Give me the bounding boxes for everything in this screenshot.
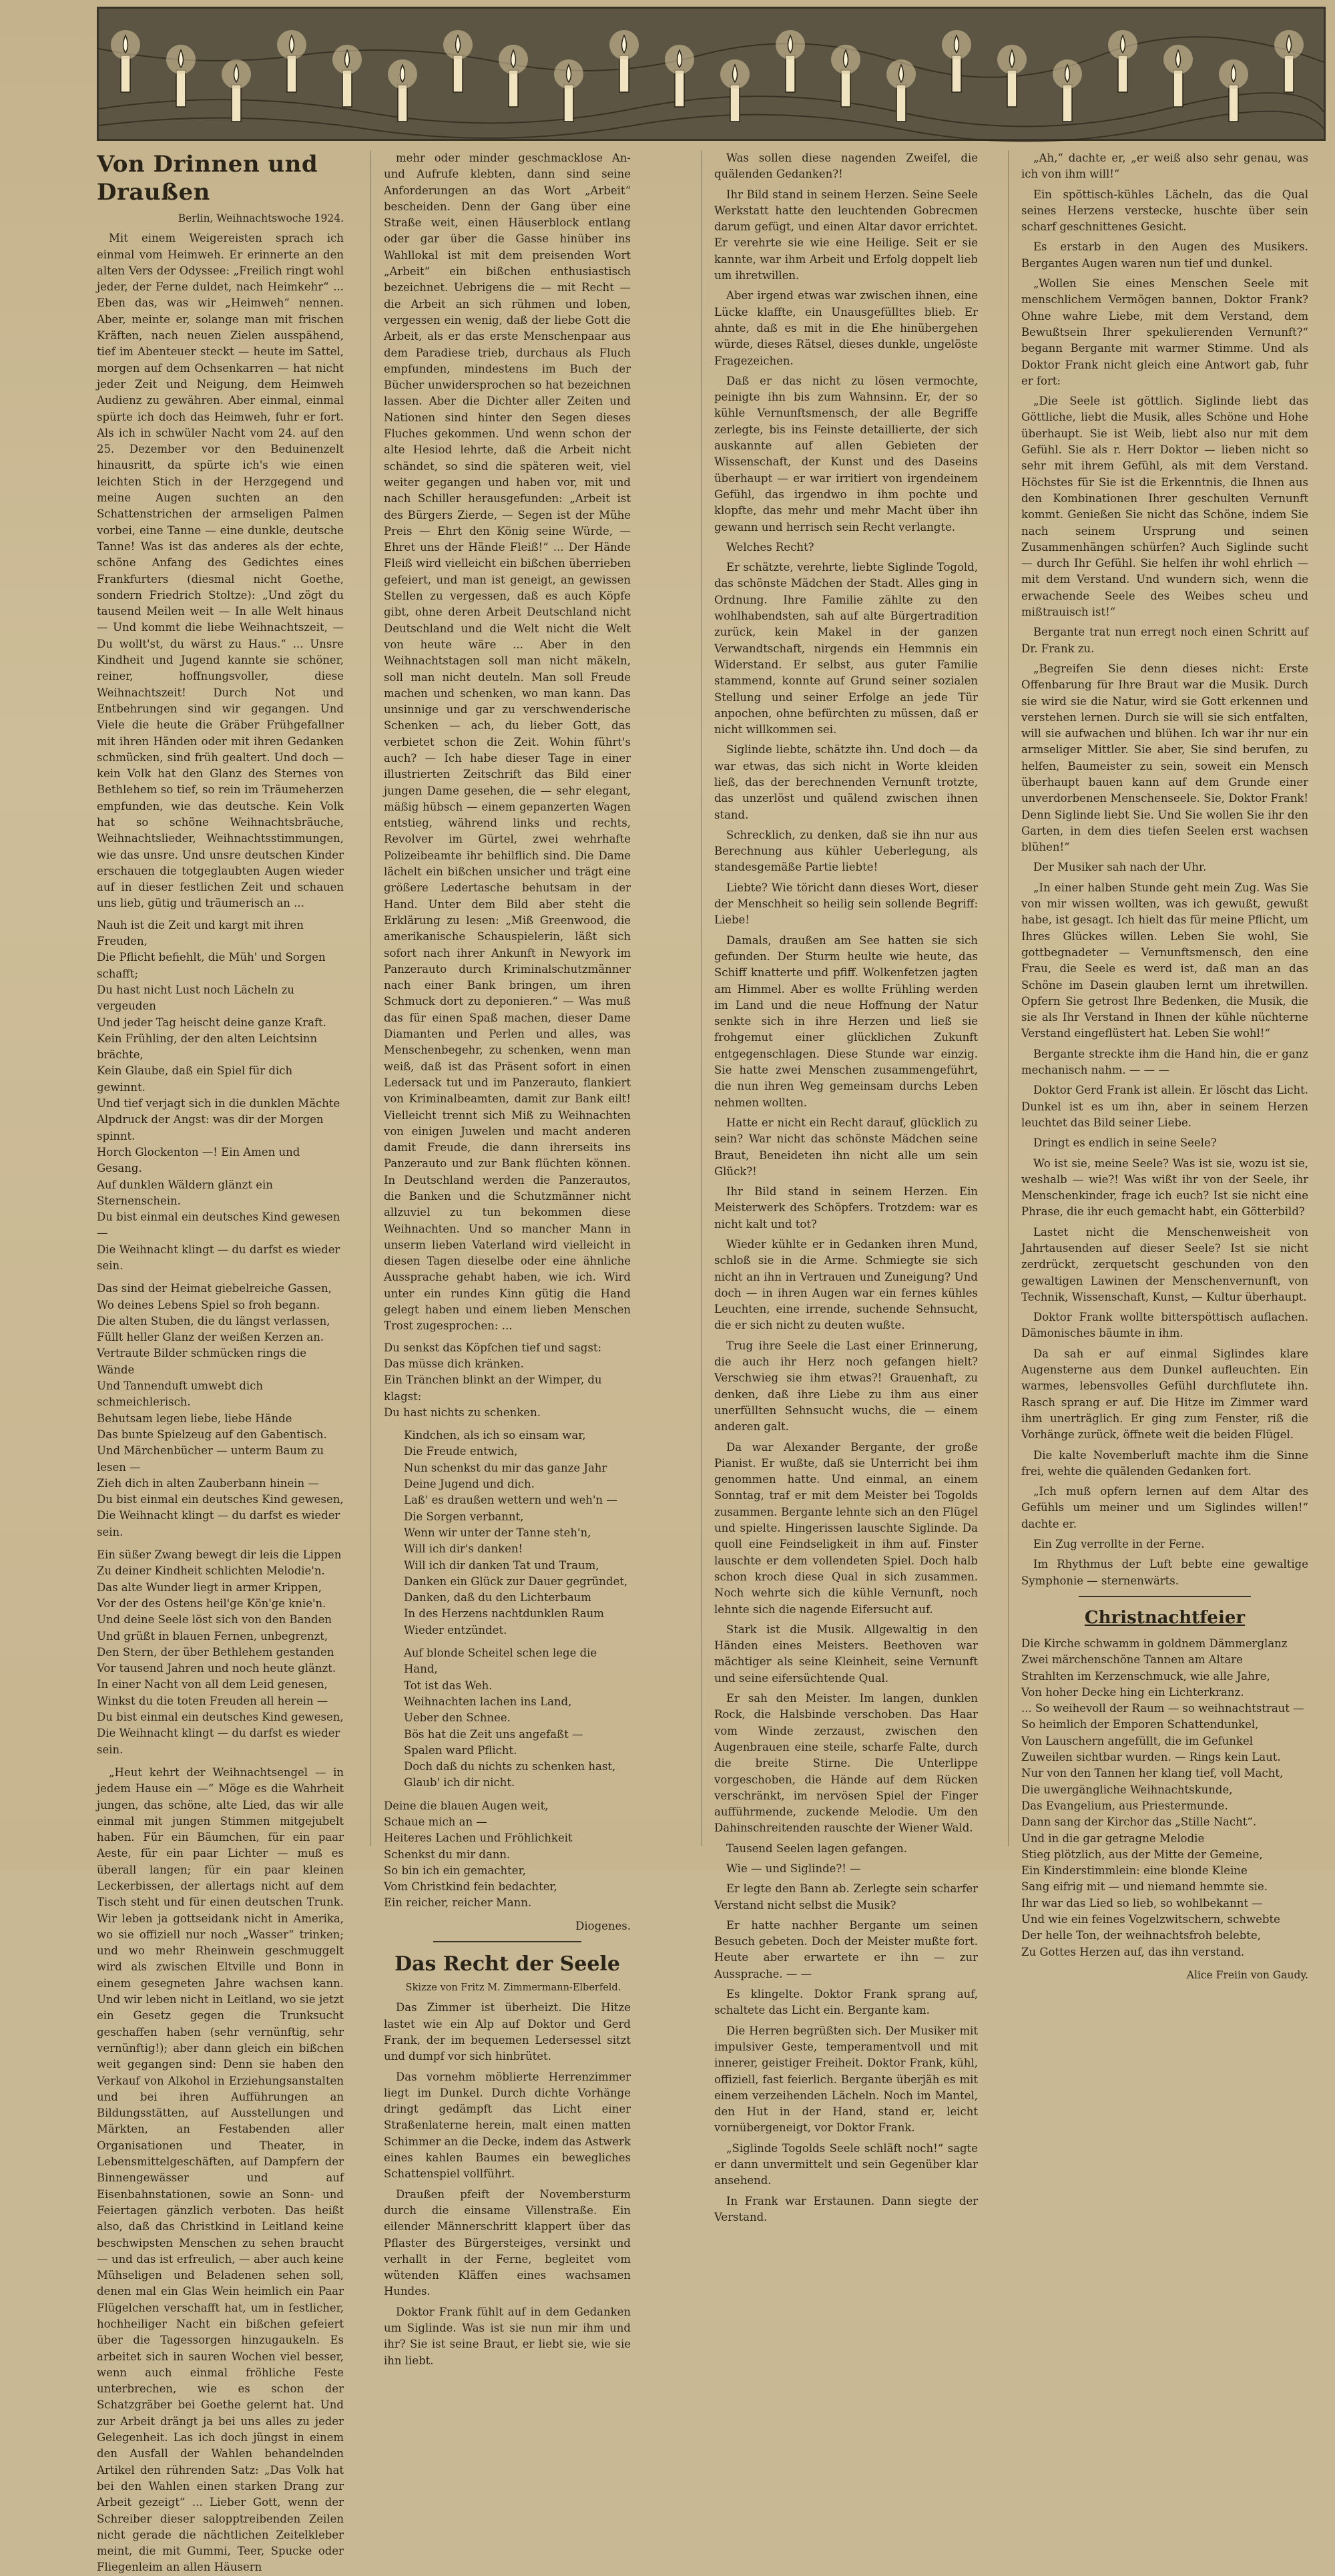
candle-icon bbox=[1007, 70, 1017, 107]
article-paragraph: Das Zimmer ist überheizt. Die Hitze lastet wie ein Alp auf Doktor und Gerd Frank, der im bequemen Ledersessel sitzt und dumpf vor sich hinbrütet. bbox=[384, 2001, 631, 2063]
article-paragraph: Ein Zug verrollte in der Ferne. bbox=[1033, 1538, 1205, 1551]
article-paragraph: Ein spöttisch-kühles Lächeln, das die Qual seines Herzens verstecke, huschte über sein scharf geschnittenes Gesicht. bbox=[1021, 188, 1308, 234]
candle-icon bbox=[176, 70, 186, 107]
candle-icon bbox=[121, 55, 130, 92]
article-paragraph: Bergante trat nun erregt noch einen Schritt auf Dr. Frank zu. bbox=[1021, 626, 1308, 655]
article-paragraph: In Frank war Erstaunen. Dann siegte der Verstand. bbox=[714, 2194, 978, 2223]
article-paragraph: Dringt es endlich in seine Seele? bbox=[1033, 1136, 1217, 1150]
candle-icon bbox=[398, 85, 407, 122]
article-paragraph: Daß er das nicht zu lösen vermochte, peinigte ihn bis zum Wahnsinn. Er, der so kühle Vernunftsmensch, der alle Begriffe zerlegte, bis ins Feinste detaillierte, der sich auskannte auf allen Gebieten der Wissenschaft, der Kunst und des Daseins überhaupt — er war irritiert von irgendeinem Gefühl, das irgendwo in ihm pochte und klopfte, das mehr und mehr Macht über ihn gewann und herrisch sein Recht verlangte. bbox=[714, 374, 978, 533]
article-paragraph: Doktor Frank fühlt auf in dem Gedanken um Siglinde. Was ist sie nun mir ihm und ihr? Sie ist seine Braut, er liebt sie, wie sie ihn liebt. bbox=[384, 2305, 631, 2367]
article-paragraph: Siglinde liebte, schätzte ihn. Und doch — da war etwas, das sich nicht in Worte kleiden ließ, das der berechnenden Vernunft trotzte, das unzerlöst und quälend zwischen ihnen stand. bbox=[714, 743, 978, 821]
article-paragraph: Wo ist sie, meine Seele? Was ist sie, wozu ist sie, weshalb — wie?! Was wißt ihr von der Seele, ihr Menschenkinder, frage ich euch? Ist sie nicht eine Phrase, die ihr euch gemacht habt, ein Götterbild? bbox=[1021, 1156, 1308, 1219]
article-paragraph: Da sah er auf einmal Siglindes klare Augensterne aus dem Dunkel aufleuchten. Ein warmes, lebensvolles Gefühl durchflutete ihn. Rasch sprang er auf. Die Hitze im Zimmer ward ihm unerträglich. Er ging zum Fenster, riß die Vorhänge zurück, öffnete weit die beiden Flügel. bbox=[1021, 1347, 1308, 1442]
column-4 bbox=[1021, 150, 1308, 1981]
article-title-recht-der-seele: Das Recht der Seele bbox=[394, 1952, 620, 1976]
candle-icon bbox=[952, 55, 961, 92]
article-title-von-drinnen: Von Drinnen und Draußen bbox=[97, 151, 318, 206]
candle-icon bbox=[232, 85, 241, 122]
poem-title-christnachtfeier: Christnachtfeier bbox=[1084, 1607, 1246, 1628]
candle-icon bbox=[287, 55, 296, 92]
article-signature: Diogenes. bbox=[575, 1919, 631, 1932]
article-paragraph: Doktor Frank wollte bitterspöttisch auflachen. Dämonisches bäumte in ihm. bbox=[1021, 1311, 1308, 1340]
poem-stanza: Du senkst das Köpfchen tief und sagst: Das müsse dich kränken. Ein Tränchen blinkt an der Wimper, du klagst: Du hast nichts zu schenken. bbox=[384, 1341, 602, 1419]
poem-stanza: Ein süßer Zwang bewegt dir leis die Lippen Zu deiner Kindheit schlichten Melodie'n. Das alte Wunder liegt in armer Krippen, Vor der des Ostens heil'ge Kön'ge knie'n. Und deine Seele löst sich von den Banden Und grüßt in blauen Fernen, unbegrenzt, Den Stern, der über Bethlehem gestanden Vor tausend Jahren und noch heute glänzt. In einer Nacht von all dem Leid genesen, Winkst du die toten Freuden all herein — Du bist einmal ein deutsches Kind gewesen, Die Weihnacht klingt — du darfst es wieder sein. bbox=[97, 1548, 344, 1756]
candle-icon bbox=[564, 85, 573, 122]
article-paragraph: Das vornehm möblierte Herrenzimmer liegt im Dunkel. Durch dichte Vorhänge dringt gedämpft das Licht einer Straßenlaterne herein, malt einen matten Schimmer an die Decke, indem das Astwerk eines kahlen Baumes ein bewegliches Schattenspiel vollführt. bbox=[384, 2070, 631, 2181]
divider bbox=[433, 1941, 581, 1942]
column-3 bbox=[714, 150, 978, 2223]
article-paragraph: Wieder kühlte er in Gedanken ihren Mund, schloß sie in die Arme. Schmiegte sie sich nicht an ihn in Vertrauen und Zuneigung? Und doch — in ihren Augen war ein fernes kühles Leuchten, eine irrende, suchende Sehnsucht, die er sich nicht zu deuten wußte. bbox=[714, 1238, 978, 1332]
candle-icon bbox=[1118, 55, 1127, 92]
candle-icon bbox=[1173, 70, 1183, 107]
article-paragraph: Was sollen diese nagenden Zweifel, die quälenden Gedanken?! bbox=[714, 152, 978, 181]
article-paragraph: Die Herren begrüßten sich. Der Musiker mit impulsiver Geste, temperamentvoll und mit innerer, geistiger Freiheit. Doktor Frank, kühl, offiziell, fast feierlich. Bergante überjäh es mit einem verzeihenden Lächeln. Noch im Mantel, den Hut in der Hand, stand er, leicht vornübergeneigt, vor Doktor Frank. bbox=[714, 2024, 978, 2135]
candle-icon bbox=[509, 70, 518, 107]
poem-body: Die Kirche schwamm in goldnem Dämmerglanz Zwei märchenschöne Tannen am Altare Strahlten im Kerzenschmuck, wie alle Jahre, Von hoher Decke hing ein Lichterkranz. ... So weihevoll der Raum — so weihnachtstraut — So heimlich der Emporen Schattendunkel, Von Lauschern angefüllt, die im Gefunkel Zuweilen sichtbar wurden. — Rings kein Laut. Nur von den Tannen her klang tief, voll Macht, Die uwergängliche Weihnachtskunde, Das Evangelium, aus Priestermunde. Dann sang der Kirchor das „Stille Nacht“. Und in die gar getragne Melodie Stieg plötzlich, aus der Mitte der Gemeine, Ein Kinderstimmlein: eine blonde Kleine Sang eifrig mit — und niemand hemmte sie. Ihr war das Lied so lieb, so wohlbekannt — Und wie ein feines Vogelzwitschern, schwebte Der helle Ton, der weihnachtsfroh belebte, Zu Gottes Herzen auf, das ihn verstand. bbox=[1021, 1637, 1304, 1958]
article-paragraph: Schrecklich, zu denken, daß sie ihn nur aus Berechnung aus kühler Ueberlegung, als standesgemäße Partie liebte! bbox=[714, 828, 978, 874]
article-paragraph: Liebte? Wie töricht dann dieses Wort, dieser der Menschheit so heilig sein sollende Begriff: Liebe! bbox=[714, 881, 978, 927]
article-paragraph: Es erstarb in den Augen des Musikers. Bergantes Augen waren nun tief und dunkel. bbox=[1021, 240, 1308, 270]
article-paragraph: „Ich muß opfern lernen auf dem Altar des Gefühls um meiner und um Siglindes willen!“ dachte er. bbox=[1021, 1485, 1308, 1530]
article-dateline: Berlin, Weihnachtswoche 1924. bbox=[178, 212, 344, 224]
article-paragraph: Tausend Seelen lagen gefangen. bbox=[726, 1842, 908, 1855]
candle-icon bbox=[841, 70, 850, 107]
article-paragraph: „Begreifen Sie denn dieses nicht: Erste Offenbarung für Ihre Braut war die Musik. Durch sie wird sie die Natur, wird sie Gott erkennen und verstehen lernen. Durch sie will sie sich entfalten, will sie aufwachen und blühen. Ich war ihr nur ein armseliger Mittler. Sie aber, Sie sind berufen, zu helfen, Baumeister zu sein, soweit ein Mensch überhaupt bauen kann auf dem Grunde einer unverdorbenen Menschenseele. Sie, Doktor Frank! Denn Siglinde liebt Sie. Und Sie wollen Sie ihr den Garten, in dem dies tiefen Seelen erst wachsen blühen!“ bbox=[1021, 662, 1308, 854]
article-paragraph: „Siglinde Togolds Seele schläft noch!“ sagte er dann unvermittelt und sein Gegenüber klar ansehend. bbox=[714, 2141, 978, 2187]
article-paragraph: Er hatte nachher Bergante um seinen Besuch gebeten. Doch der Meister mußte fort. Heute aber erwartete er ihn — zur Aussprache. — — bbox=[714, 1918, 978, 1980]
article-paragraph: Welches Recht? bbox=[726, 540, 814, 554]
article-paragraph: „Wollen Sie eines Menschen Seele mit menschlichem Vermögen bannen, Doktor Frank? Ohne wahre Liebe, mit dem Verstand, dem Bewußtsein Ihrer spekulierenden Vernunft?“ begann Bergante mit warmer Stimme. Und als Doktor Frank nicht gleich eine Antwort gab, fuhr er fort: bbox=[1021, 277, 1308, 387]
poem-signature: Alice Freiin von Gaudy. bbox=[1186, 1968, 1308, 1981]
article-paragraph: Stark ist die Musik. Allgewaltig in den Händen eines Meisters. Beethoven war mächtiger als seine Kleinheit, seine Vernunft und seine eifersüchtende Qual. bbox=[714, 1623, 978, 1685]
article-paragraph: „Ah,“ dachte er, „er weiß also sehr genau, was ich von ihm will!“ bbox=[1021, 152, 1308, 181]
article-paragraph: Damals, draußen am See hatten sie sich gefunden. Der Sturm heulte wie heute, das Schiff knatterte und pfiff. Wolkenfetzen jagten am Himmel. Aber es wollte Frühling werden im Land und die neue Hoffnung der Natur senkte sich in ihre Herzen und ließ sie frohgemut einer glücklichen Zukunft entgegenschlagen. Diese Stunde war einzig. Sie hatte zwei Menschen zusammengeführt, die nun ihren Weg gemeinsam durchs Leben nehmen wollten. bbox=[714, 933, 978, 1109]
divider bbox=[1079, 1596, 1251, 1597]
article-paragraph: Lastet nicht die Menschenweisheit von Jahrtausenden auf dieser Seele? Ist sie nicht zerdrückt, zerquetscht geschunden von den gewaltigen Lawinen der Menschenvernunft, von Technik, Wissenschaft, Kunst, — Kultur überhaupt. bbox=[1021, 1225, 1308, 1303]
candle-icon bbox=[786, 55, 795, 92]
article-paragraph: Doktor Gerd Frank ist allein. Er löscht das Licht. Dunkel ist es um ihn, aber in seinem Herzen leuchtet das Bild seiner Liebe. bbox=[1021, 1084, 1308, 1129]
article-paragraph: Es klingelte. Doktor Frank sprang auf, schaltete das Licht ein. Bergante kam. bbox=[714, 1988, 978, 2017]
candle-icon bbox=[1284, 55, 1294, 92]
poem-stanza: Nauh ist die Zeit und kargt mit ihren Freuden, Die Pflicht befiehlt, die Müh' und Sorgen schafft; Du hast nicht Lust noch Lächeln zu vergeuden Und jeder Tag heischt deine ganze Kraft. Kein Frühling, der den alten Leichtsinn brächte, Kein Glaube, daß ein Spiel für dich gewinnt. Und tief verjagt sich in die dunklen Mächte Alpdruck der Angst: was dir der Morgen spinnt. Horch Glockenton —! Ein Amen und Gesang. Auf dunklen Wäldern glänzt ein Sternenschein. Du bist einmal ein deutsches Kind gewesen — Die Weihnacht klingt — du darfst es wieder sein. bbox=[97, 918, 340, 1272]
article-paragraph: Die kalte Novemberluft machte ihm die Sinne frei, wehte die quälenden Gedanken fort. bbox=[1021, 1448, 1308, 1478]
candle-icon bbox=[675, 70, 684, 107]
article-paragraph: Da war Alexander Bergante, der große Pianist. Er wußte, daß sie Unterricht bei ihm genommen hatte. Und einmal, an einem Sonntag, traf er mit dem Meister bei Togolds zusammen. Bergante lehnte sich an den Flügel und spielte. Hingerissen lauschte Siglinde. Da quoll eine Feindseligkeit in ihm auf. Finster lauschte er dem vollendeten Spiel. Doch halb schon kroch diese Qual in sich zusammen. Noch wehrte sich die kühle Vernunft, noch lehnte sich die nagende Eifersucht auf. bbox=[714, 1440, 978, 1616]
article-paragraph: „In einer halben Stunde geht mein Zug. Was Sie von mir wissen wollten, was ich gewußt, gewußt habe, ist gesagt. Ich hielt das für meine Pflicht, um Ihres Glückes willen. Leben Sie wohl, Sie gottbegnadeter — Vernunftsmensch, den eine Frau, die Seele es werd ist, daß man an das Schöne im Dasein glauben lernt um ihretwillen. Opfern Sie getrost Ihre Bedenken, die Musik, die sie als Ihr Verstand in Ihnen der kühle nüchterne Verstand eingeflüstert hat. Leben Sie wohl!“ bbox=[1021, 881, 1308, 1040]
candle-icon bbox=[619, 55, 629, 92]
poem-stanza: Deine die blauen Augen weit, Schaue mich an — Heiteres Lachen und Fröhlichkeit Schenkst du mir dann. So bin ich ein gemachter, Vom Christkind fein bedachter, Ein reicher, reicher Mann. bbox=[384, 1799, 573, 1910]
article-subtitle: Skizze von Fritz M. Zimmermann-Elberfeld. bbox=[405, 1982, 621, 1994]
candle-icon bbox=[342, 70, 352, 107]
article-paragraph: Er schätzte, verehrte, liebte Siglinde Togold, das schönste Mädchen der Stadt. Alles ging in Ordnung. Ihre Familie zählte zu den wohlhabendsten, sah auf alte Bürgertradition zurück, kein Makel in der ganzen Verwandtschaft, nirgends ein Hemmnis ein Widerstand. Er selbst, aus guter Familie stammend, konnte auf Grund seiner sozialen Stellung und seiner Erfolge an jede Tür anpochen, ohne befürchten zu müssen, daß er nicht willkommen sei. bbox=[714, 561, 978, 736]
article-paragraph: „Heut kehrt der Weihnachtsengel — in jedem Hause ein —“ Möge es die Wahrheit jungen, das schöne, alte Lied, das wir alle einmal mit jungen Stimmen mitgejubelt haben. Für ein Bäumchen, für ein paar Aeste, für ein paar Lichter — muß es überall langen; für ein paar kleinen Leckerbissen, der allertags nicht auf dem Tisch steht und für einen deutschen Trunk. Wir leben ja gottseidank nicht in Amerika, wo sie offiziell nur noch „Wasser“ trinken; und wo mehr Rheinwein geschmuggelt wird als zwischen Eltville und Bonn in einem gesegneten Jahre wachsen kann. Und wir leben nicht in Leitland, wo sie jetzt ein Gesetz gegen die Trunksucht geschaffen haben (sehr vernünftig, sehr vernünftig!); aber dann gleich ein bißchen weit gegangen sind: Denn sie haben den Verkauf von Alkohol in Erziehungsanstalten und bei ihren Aufführungen an Bildungsstätten, auf Ausstellungen und Märkten, an Festabenden aller Organisationen und Theater, in Lebensmittelgeschäften, auf Dampfern der Binnengewässer und auf Eisenbahnstationen, sowie an Sonn- und Feiertagen gänzlich verboten. Das heißt also, daß das Christkind in Leitland keine beschwipsten Menschen zu sehen braucht — und das ist erfreulich, — aber auch keine Mühseligen und Beladenen sehen soll, denen mal ein Glas Wein heimlich ein Paar Flügelchen verschafft hat, um in festlicher, hochheiliger Nacht ein bißchen gefeiert über die Tagessorgen hinzugaukeln. Es arbeitet sich in sauren Wochen viel besser, wenn auch einmal fröhliche Feste unterbrechen, wie es schon der Schatzgräber bei Goethe gelernt hat. Und zur Arbeit drängt ja bei uns alles zu jeder Gelegenheit. Las ich doch jüngst in einem den Ausfall der Wahlen behandelnden Artikel den rührenden Satz: „Das Volk hat bei den Wahlen einen starken Drang zur Arbeit gezeigt“ ... Lieber Gott, wenn der Schreiber dieser salopptreibenden Zeilen nicht gerade die nächtlichen Zeitelkleber meint, die mit Gummi, Teer, Spucke oder Fliegenleim an allen Häusern bbox=[97, 1765, 344, 2574]
article-paragraph: „Die Seele ist göttlich. Siglinde liebt das Göttliche, liebt die Musik, alles Schöne und Hohe überhaupt. Sie ist Weib, liebt also nur mit dem Gefühl. Sie als r. Herr Doktor — lieben nicht so sehr mit ihrem Gefühl, als mit dem Verstand. Höchstes für Sie ist die Erkenntnis, die Ihnen aus den Kombinationen Ihrer geschulten Vernunft kommt. Genießen Sie nicht das Schöne, indem Sie nach seinem Ursprung und seinen Zusammenhängen schürfen? Auch Siglinde sucht — durch Ihr Gefühl. Sie helfen ihr wohl ehrlich — mit dem Verstand. Und wundern sich, wenn die erwachende Seele des Weibes scheu und mißtrauisch ist!“ bbox=[1021, 395, 1308, 619]
article-paragraph: Der Musiker sah nach der Uhr. bbox=[1033, 861, 1207, 874]
candle-icon bbox=[896, 85, 906, 122]
candle-icon bbox=[730, 85, 740, 122]
poem-stanza: Das sind der Heimat giebelreiche Gassen, Wo deines Lebens Spiel so froh begann. Die alten Stuben, die du längst verlassen, Füllt heller Glanz der weißen Kerzen an. Vertraute Bilder schmücken rings die Wände Und Tannenduft umwebt dich schmeichlerisch. Behutsam legen liebe, liebe Hände Das bunte Spielzeug auf den Gabentisch. Und Märchenbücher — unterm Baum zu lesen — Zieh dich in alten Zauberbann hinein — Du bist einmal ein deutsches Kind gewesen, Die Weihnacht klingt — du darfst es wieder sein. bbox=[97, 1282, 344, 1538]
candle-banner-image bbox=[97, 7, 1326, 141]
article-paragraph: Ihr Bild stand in seinem Herzen. Seine Seele Werkstatt hatte den leuchtenden Gobrecmen darum gefügt, und einen Altar davor errichtet. Er verehrte sie wie eine Heilige. Seit er sie kannte, war ihm Arbeit und Erfolg doppelt lieb um ihretwillen. bbox=[714, 188, 978, 282]
article-paragraph: Aber irgend etwas war zwischen ihnen, eine Lücke klaffte, ein Unausgefülltes blieb. Er ahnte, daß es mit in die Ehe hinübergehen würde, dieses Rätsel, dieses dunkle, ungelöste Fragezeichen. bbox=[714, 289, 978, 367]
article-paragraph: Im Rhythmus der Luft bebte eine gewaltige Symphonie — sternenwärts. bbox=[1021, 1558, 1308, 1587]
article-paragraph: Mit einem Weigereisten sprach ich einmal vom Heimweh. Er erinnerte an den alten Vers der Odyssee: „Freilich ringt wohl jeder, der Ferne duldet, nach Heimkehr“ ... Eben das, was wir „Heimweh“ nennen. Aber, meinte er, solange man mit frischen Kräften, nach neuen Zielen ausspähend, tief im Abenteuer steckt — heute im Sattel, morgen auf dem Ochsenkarren — hat nicht jeder Zeit und Neigung, dem Heimweh Audienz zu gewähren. Aber einmal, einmal spürte ich doch das Heimweh, fuhr er fort. Als ich in schwüler Nacht vom 24. auf den 25. Dezember vor den Beduinenzelt hinausritt, da spürte ich's wie einen leichten Stich in der Herzgegend und meine Augen suchten an den Schattenstrichen der armseligen Palmen vorbei, eine Tanne — eine dunkle, deutsche Tanne! Was ist das anderes als der echte, schöne Anfang des Gedichtes eines Frankfurters (diesmal nicht Goethe, sondern Friedrich Stoltze): „Und zögt du tausend Meilen weit — In alle Welt hinaus — Und kommt die liebe Weihnachtszeit, — Du wollt'st, du wärst zu Haus.“ ... Unsre Kindheit und Jugend kannte sie schöner, reiner, hoffnungsvoller, diese Weihnachtszeit! Durch Not und Entbehrungen sind wir gegangen. Und Viele die heute die Gräber Frühgefallner mit ihren Händen oder mit ihren Gedanken schmücken, sind früh gealtert. Und doch — kein Volk hat den Glanz des Sternes von Bethlehem so tief, so rein im Träumeherzen empfunden, wie das deutsche. Kein Volk hat so schöne Weihnachtsbräuche, Weihnachtslieder, Weihnachtsstimmungen, wie das unsre. Und unsre deutschen Kinder erschauen die totgeglaubten Augen wieder auf in dieser festlichen Zeit und schauen uns lieb, gütig und träumerisch an ... bbox=[97, 232, 344, 910]
candle-icon bbox=[453, 55, 463, 92]
article-paragraph: Draußen pfeift der Novembersturm durch die einsame Villenstraße. Ein eilender Männerschritt klappert über das Pflaster des Bürgersteiges, versinkt und verhallt in der Ferne, begleitet vom wütenden Kläffen eines wachsamen Hundes. bbox=[384, 2187, 631, 2298]
column-1 bbox=[97, 150, 344, 2574]
column-2 bbox=[384, 150, 631, 2367]
article-paragraph: Ihr Bild stand in seinem Herzen. Ein Meisterwerk des Schöpfers. Trotzdem: war es nicht kalt und tot? bbox=[714, 1185, 978, 1231]
poem-stanza: Auf blonde Scheitel schen lege die Hand, Tot ist das Weh. Weihnachten lachen ins Land, Ueber den Schnee. Bös hat die Zeit uns angefaßt — Spalen ward Pflicht. Doch daß du nichts zu schenken hast, Glaub' ich dir nicht. bbox=[404, 1647, 616, 1789]
candle-icon bbox=[1063, 85, 1072, 122]
article-paragraph: Er sah den Meister. Im langen, dunklen Rock, die Halsbinde verschoben. Das Haar vom Winde zerzaust, zwischen den Augenbrauen eine steile, scharfe Falte, durch die breite Stirne. Die Unterlippe vorgeschoben, die Hände auf dem Rücken verschränkt, im nervösen Spiel der Finger aufführmende, zuckende Melodie. Um den Dahinschreitenden rauschte der Wiener Wald. bbox=[714, 1692, 978, 1835]
poem-stanza: Kindchen, als ich so einsam war, Die Freude entwich, Nun schenkst du mir das ganze Jahr Deine Jugend und dich. Laß' es draußen wettern und weh'n — Die Sorgen verbannt, Wenn wir unter der Tanne steh'n, Will ich dir's danken! Will ich dir danken Tat und Traum, Danken ein Glück zur Dauer gegründet, Danken, daß du den Lichterbaum In des Herzens nachtdunklen Raum Wieder entzündet. bbox=[404, 1429, 628, 1637]
article-paragraph: Er legte den Bann ab. Zerlegte sein scharfer Verstand nicht selbst die Musik? bbox=[714, 1882, 978, 1912]
article-paragraph: Bergante streckte ihm die Hand hin, die er ganz mechanisch nahm. — — — bbox=[1021, 1047, 1308, 1077]
article-paragraph: Wie — und Siglinde?! — bbox=[726, 1862, 861, 1875]
candle-icon bbox=[1229, 85, 1238, 122]
article-paragraph: Trug ihre Seele die Last einer Erinnerung, die auch ihr Herz noch gefangen hielt? Verschwieg sie ihm etwas?! Grauenhaft, zu denken, daß ihre Liebe zu ihm aus einer unerfüllten Sehnsucht wuchs, die — einem anderen galt. bbox=[714, 1339, 978, 1434]
article-paragraph: Hatte er nicht ein Recht darauf, glücklich zu sein? War nicht das schönste Mädchen seine Braut, Beneideten ihn nicht alle um sein Glück?! bbox=[714, 1116, 978, 1178]
article-paragraph: mehr oder minder geschmacklose An- und Aufrufe klebten, dann sind seine Anforderungen an das Wort „Arbeit“ bescheiden. Denn der Gang über eine Straße weit, einen Häuserblock entlang oder gar über die Gasse hinüber ins Wahllokal ist mit dem preisenden Wort „Arbeit“ ein bißchen enthusiastisch bezeichnet. Uebrigens die — mit Recht — die Arbeit an sich rühmen und loben, vergessen ein wenig, daß der liebe Gott die Arbeit, als er das erste Menschenpaar aus dem Paradiese trieb, durchaus als Fluch empfunden, mindestens im Buch der Bücher unwidersprochen so hat bezeichnen lassen. Aber die Dichter aller Zeiten und Nationen sind hinter den Segen dieses Fluches gekommen. Und wenn schon der alte Hesiod lehrte, daß die Arbeit nicht schändet, so sind die späteren weit, viel weiter gegangen und haben vor, mit und nach Schiller herausgefunden: „Arbeit ist des Bürgers Zierde, — Segen ist der Mühe Preis — Ehrt den König seine Würde, — Ehret uns der Hände Fleiß!“ ... Der Hände Fleiß wird vielleicht ein bißchen überrieben gefeiert, und man ist geneigt, an gewissen Stellen zu vergessen, daß es auch Köpfe gibt, ohne deren Arbeit Deutschland nicht Deutschland und die Welt nicht die Welt von heute wäre ... Aber in den Weihnachtstagen soll man nicht mäkeln, soll man nicht deuteln. Man soll Freude machen und schenken, wo man kann. Das unsinnige und gar zu verschwenderische Schenken — ach, du lieber Gott, das verbietet schon die Zeit. Wohin führt's auch? — Ich habe dieser Tage in einer illustrierten Zeitschrift das Bild einer jungen Dame gesehen, die — sehr elegant, mäßig hübsch — einem gepanzerten Wagen entstieg, während links und rechts, Revolver im Gürtel, zwei wehrhafte Polizeibeamte ihr behilflich sind. Die Dame lächelt ein bißchen unsicher und trägt eine größere Ledertasche behutsam in der Hand. Unter dem Bild aber steht die Erklärung zu lesen: „Miß Greenwood, die amerikanische Schauspielerin, läßt sich sofort nach ihrer Ankunft in Newyork im Panzerauto durch Kriminalschutzmänner nach einer Bank bringen, um ihren Schmuck dort zu deponieren.“ — Was muß das für einen Spaß machen, dieser Dame Diamanten und Perlen und alles, was Menschenbegehr, zu schenken, wenn man weiß, daß ist das Präsent sofort in einen Ledersack tut und im Panzerauto, flankiert von Kriminalbeamten, damit zur Bank eilt! Vielleicht trennt sich Miß zu Weihnachten von einigen Juwelen und macht anderen damit Freude, die dann ihrerseits ins Panzerauto und zur Bank flüchten können. In Deutschland werden die Panzerautos, die Banken und die Schutzmänner nicht allzuviel zu tun bekommen diese Weihnachten. Und so mancher Mann in unserm lieben Vaterland wird vielleicht in diesen Tagen dieselbe oder eine ähnliche Aussprache gehabt haben, wie ich. Wird unter ein rundes Kinn gütig die Hand gelegt haben und einem lieben Menschen Trost zugesprochen: ... bbox=[384, 152, 631, 1333]
